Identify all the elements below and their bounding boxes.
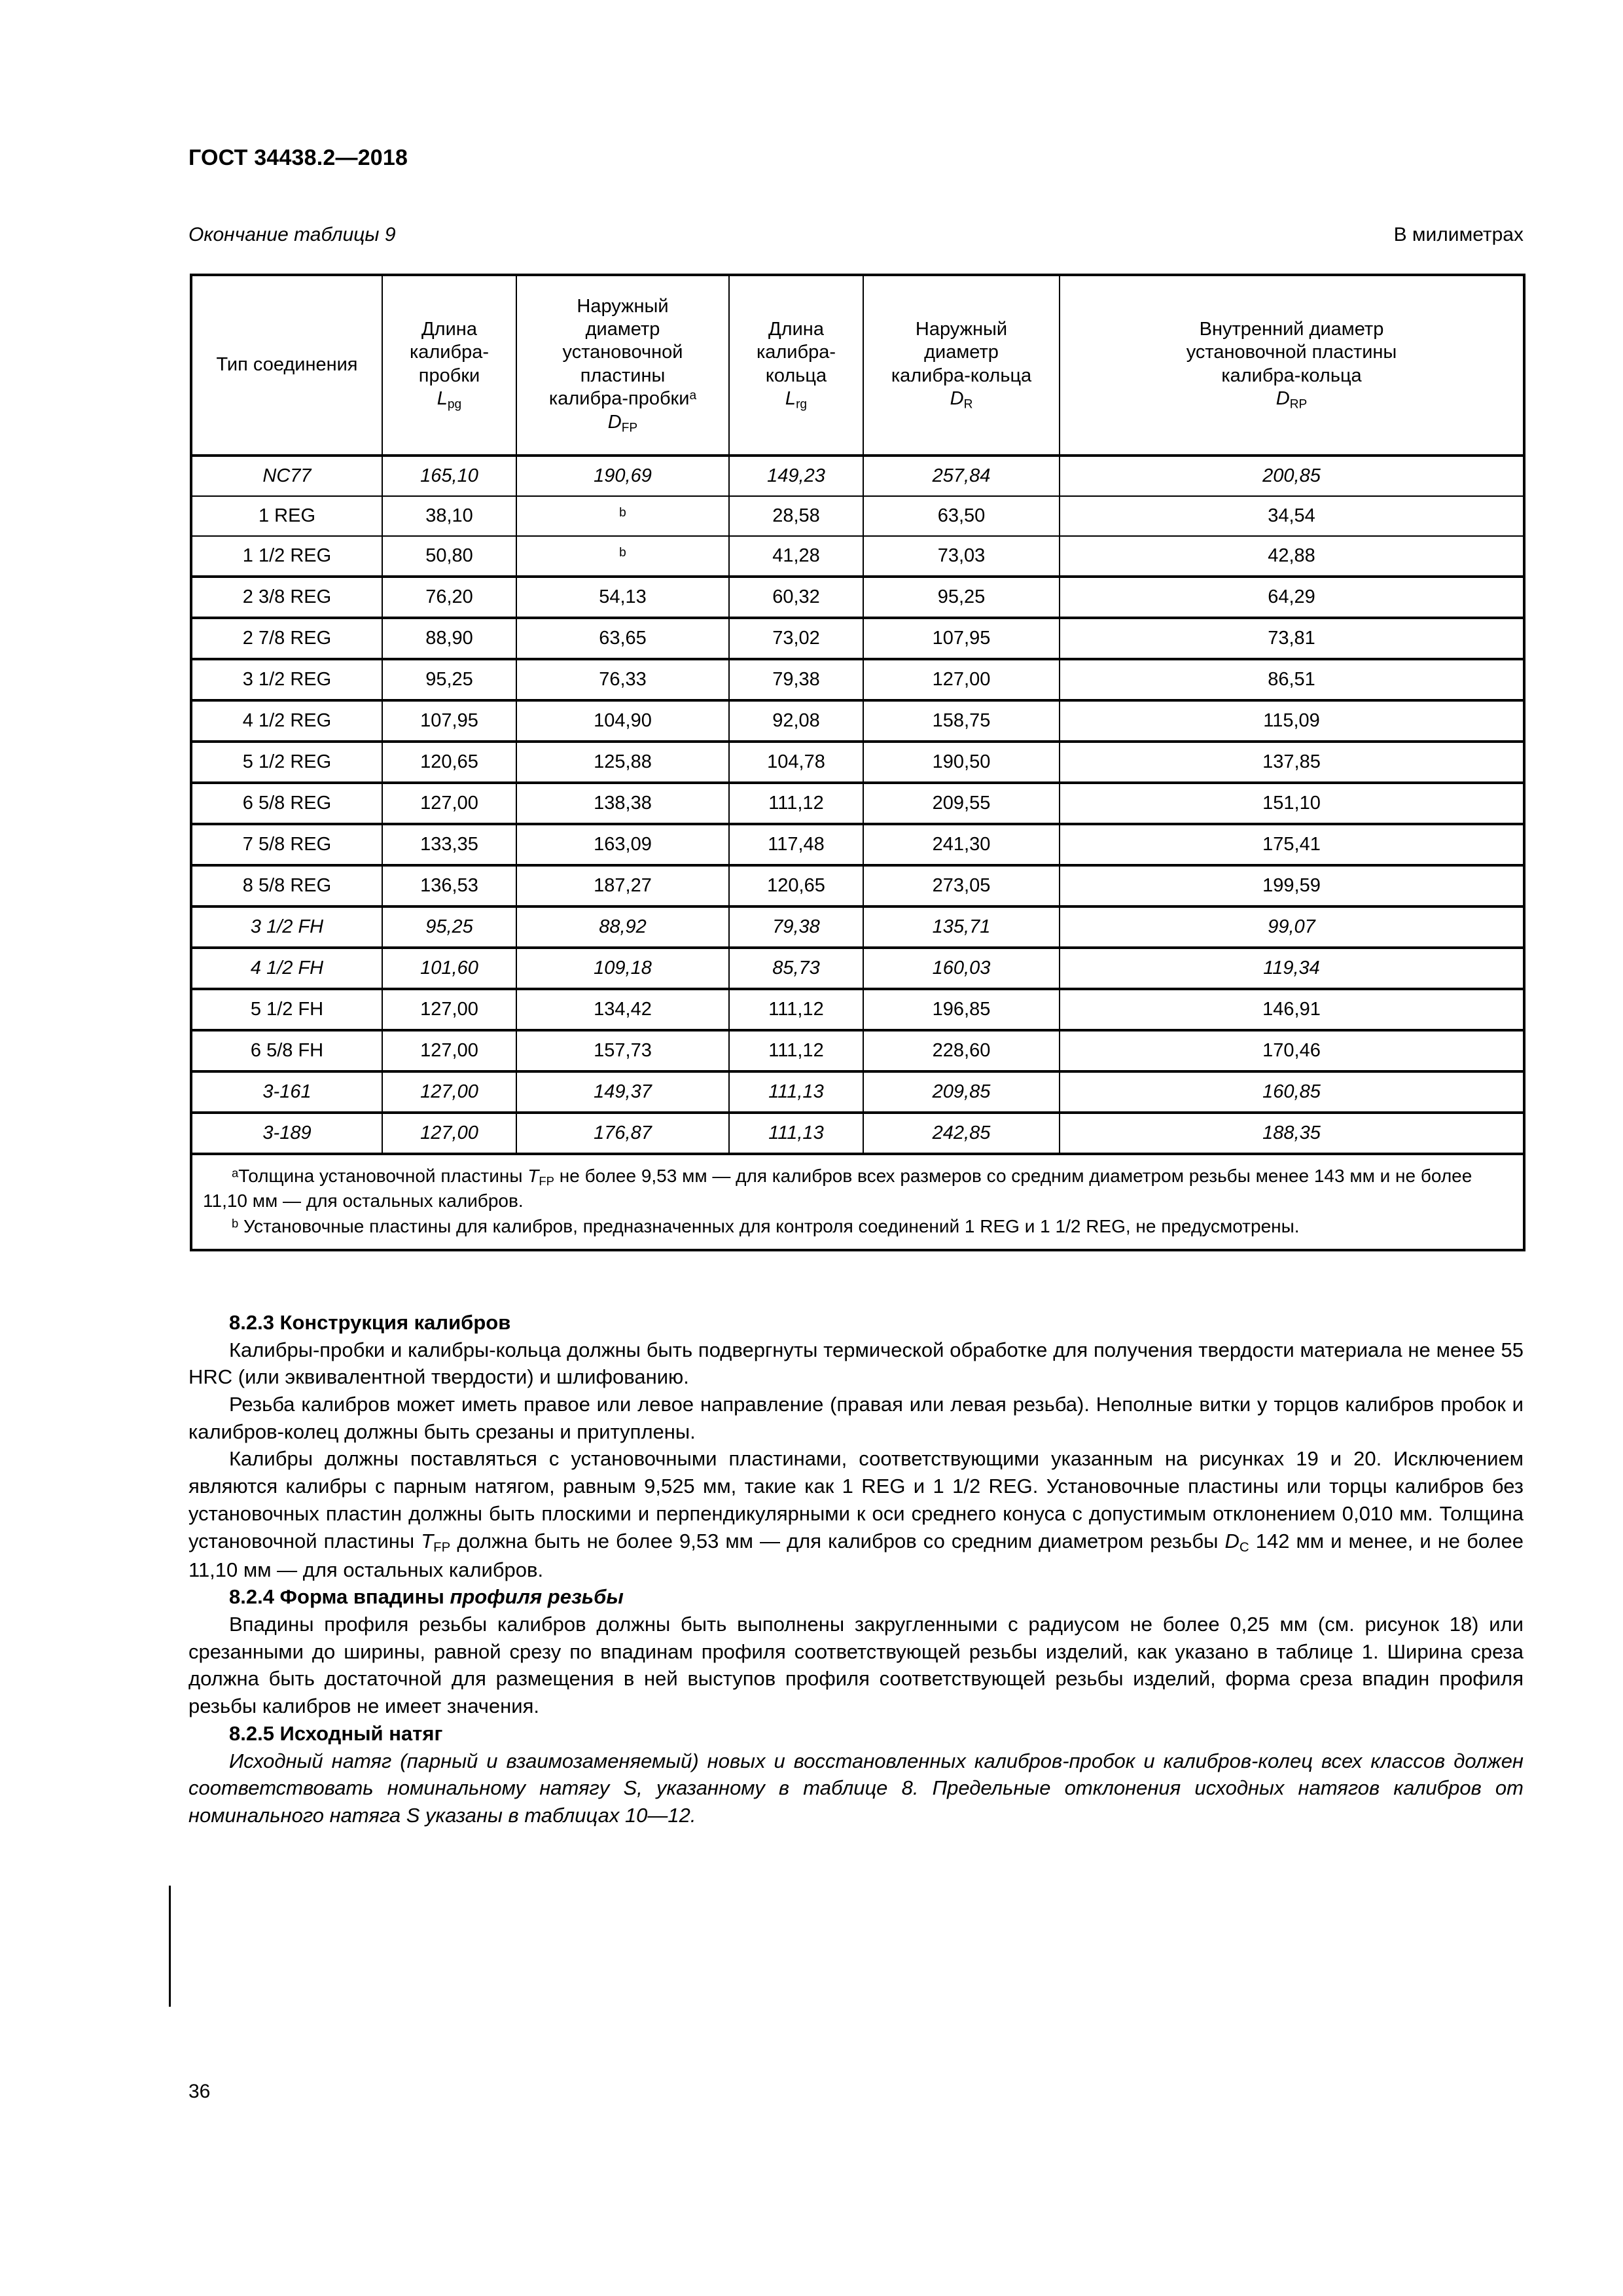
- cell-connection-type: NC77: [191, 456, 382, 496]
- cell-value: 136,53: [382, 865, 516, 906]
- table-caption-row: [188, 224, 1524, 246]
- cell-value: 28,58: [729, 496, 863, 536]
- cell-value: 95,25: [863, 577, 1060, 618]
- table-row: [191, 496, 1524, 536]
- header-symbol: D: [607, 411, 622, 433]
- header-line: Наружный: [577, 295, 669, 317]
- cell-connection-type: 6 5/8 FH: [191, 1030, 382, 1071]
- cell-value: 163,09: [516, 824, 729, 865]
- cell-value: 160,03: [863, 948, 1060, 989]
- cell-connection-type: 1 REG: [191, 496, 382, 536]
- heading-8-2-5: 8.2.5 Исходный натяг: [229, 1721, 443, 1745]
- cell-value: 99,07: [1060, 906, 1524, 948]
- cell-value: 104,90: [516, 700, 729, 742]
- cell-value: 273,05: [863, 865, 1060, 906]
- cell-value: 34,54: [1060, 496, 1524, 536]
- table-row: [191, 1030, 1524, 1071]
- table-row: [191, 1113, 1524, 1154]
- table-header-row: [191, 275, 1524, 456]
- cell-value: 86,51: [1060, 659, 1524, 700]
- cell-value: 41,28: [729, 536, 863, 577]
- header-line: диаметр: [585, 319, 660, 340]
- table-footnotes-row: [191, 1154, 1524, 1250]
- cell-value: 127,00: [382, 1071, 516, 1113]
- cell-value: 228,60: [863, 1030, 1060, 1071]
- cell-connection-type: 2 7/8 REG: [191, 618, 382, 659]
- cell-value: 101,60: [382, 948, 516, 989]
- cell-connection-type: 5 1/2 FH: [191, 989, 382, 1030]
- header-line: пластины: [580, 365, 666, 386]
- symbol-D: D: [1224, 1529, 1240, 1552]
- cell-value: 88,92: [516, 906, 729, 948]
- cell-connection-type: 4 1/2 REG: [191, 700, 382, 742]
- cell-value: 76,33: [516, 659, 729, 700]
- cell-value: 63,50: [863, 496, 1060, 536]
- paragraph-setting-plates: [188, 1445, 1524, 1583]
- cell-value: 111,12: [729, 1030, 863, 1071]
- cell-value: 88,90: [382, 618, 516, 659]
- column-header-ring-gauge-outer-diameter: [863, 275, 1060, 456]
- cell-value: 146,91: [1060, 989, 1524, 1030]
- heading-8-2-4-plain: 8.2.4 Форма впадины: [229, 1585, 450, 1609]
- header-symbol-subscript: rg: [796, 397, 808, 412]
- cell-value: 165,10: [382, 456, 516, 496]
- cell-value: 188,35: [1060, 1113, 1524, 1154]
- cell-value: 127,00: [382, 989, 516, 1030]
- header-symbol-subscript: FP: [621, 420, 638, 435]
- cell-value: 111,13: [729, 1071, 863, 1113]
- cell-value: 73,81: [1060, 618, 1524, 659]
- cell-value: 160,85: [1060, 1071, 1524, 1113]
- cell-value: 63,65: [516, 618, 729, 659]
- table-row: [191, 989, 1524, 1030]
- cell-value: 120,65: [382, 742, 516, 783]
- header-line: Длина: [421, 319, 477, 340]
- column-header-ring-gauge-length: [729, 275, 863, 456]
- paragraph-heat-treatment: Калибры-пробки и калибры-кольца должны быть подвергнуты термической обработке для получения твердости материала не менее 55 HRC (или эквивалентной твердости) и шлифованию.: [188, 1338, 1524, 1389]
- cell-value: 137,85: [1060, 742, 1524, 783]
- header-symbol: L: [785, 388, 796, 410]
- cell-value: 196,85: [863, 989, 1060, 1030]
- cell-value: 125,88: [516, 742, 729, 783]
- footnote-a-text-part2: не более 9,53 мм — для калибров всех размеров со средним диаметром резьбы менее 143 мм и не более 11,10 мм — для остальных калибров.: [203, 1166, 1472, 1211]
- cell-value: 95,25: [382, 906, 516, 948]
- cell-connection-type: 3 1/2 FH: [191, 906, 382, 948]
- table-row: [191, 577, 1524, 618]
- cell-value: 176,87: [516, 1113, 729, 1154]
- paragraph-setting-plates-part1: Калибры должны поставляться с установочными пластинами, соответствующими указанным на рисунках 19 и 20. Исключением являются калибры с парным натягом, равным 9,525 мм, такие как 1 REG и 1 1/2 REG. Установочные пластины или торцы калибров без установочных пластин должны быть плоскими и перпендикулярными к оси среднего конуса с допустимым отклонением 0,010 мм. Толщина установочной пластины: [188, 1447, 1524, 1552]
- table-row: [191, 618, 1524, 659]
- cell-value: 85,73: [729, 948, 863, 989]
- header-line: установочной пластины: [1186, 342, 1397, 363]
- cell-value: [516, 496, 729, 536]
- gauge-dimensions-table-wrapper: [190, 274, 1523, 1251]
- cell-value: 127,00: [382, 1030, 516, 1071]
- cell-value: 134,42: [516, 989, 729, 1030]
- cell-value: 158,75: [863, 700, 1060, 742]
- table-row: [191, 456, 1524, 496]
- header-symbol-subscript: R: [963, 397, 973, 412]
- table-row: [191, 948, 1524, 989]
- cell-connection-type: 1 1/2 REG: [191, 536, 382, 577]
- cell-value: 209,85: [863, 1071, 1060, 1113]
- cell-value: 127,00: [863, 659, 1060, 700]
- header-line: калибра-: [409, 342, 490, 363]
- cell-value: 149,23: [729, 456, 863, 496]
- footnote-b-marker: b: [232, 1215, 239, 1230]
- footnote-a-symbol-subscript: FP: [539, 1174, 554, 1189]
- cell-value: 117,48: [729, 824, 863, 865]
- cell-value: 73,03: [863, 536, 1060, 577]
- table-row: [191, 742, 1524, 783]
- cell-connection-type: 3-161: [191, 1071, 382, 1113]
- cell-value: 209,55: [863, 783, 1060, 824]
- cell-value: 60,32: [729, 577, 863, 618]
- footnote-marker-a: a: [689, 389, 697, 403]
- footnote-b-text: Установочные пластины для калибров, предназначенных для контроля соединений 1 REG и 1 1/2 REG, не предусмотрены.: [238, 1215, 1300, 1236]
- table-row: [191, 865, 1524, 906]
- paragraph-initial-standoff: Исходный натяг (парный и взаимозаменяемый) новых и восстановленных калибров-пробок и калибров-колец всех классов должен соответствовать номинальному натягу S, указанному в таблице 8. Предельные отклонения исходных натягов калибров от номинального натяга S указаны в таблицах 10—12.: [188, 1749, 1524, 1827]
- column-header-plug-gauge-plate-outer-diameter: [516, 275, 729, 456]
- cell-value: 79,38: [729, 906, 863, 948]
- cell-connection-type: 7 5/8 REG: [191, 824, 382, 865]
- table-header: [191, 275, 1524, 456]
- paragraph-setting-plates-part2: должна быть не более 9,53 мм — для калибров со средним диаметром резьбы: [450, 1529, 1225, 1552]
- cell-value: 107,95: [863, 618, 1060, 659]
- table-row: [191, 906, 1524, 948]
- symbol-T-subscript: FP: [433, 1539, 451, 1555]
- heading-8-2-4: [188, 1583, 1524, 1611]
- cell-value: 200,85: [1060, 456, 1524, 496]
- cell-connection-type: 3-189: [191, 1113, 382, 1154]
- cell-value: 104,78: [729, 742, 863, 783]
- cell-value: 175,41: [1060, 824, 1524, 865]
- paragraph-root-shape: Впадины профиля резьбы калибров должны быть выполнены закругленными с радиусом не более 0,25 мм (см. рисунок 18) или срезанными до ширины, равной срезу по впадинам профиля соответствующей резьбы изделий, как указано в таблице 1. Ширина среза должна быть достаточной для размещения в ней выступов профиля соответствующей резьбы изделий, форма среза впадин профиля резьбы калибров не имеет значения.: [188, 1613, 1524, 1718]
- paragraph-setting-plates-part3: 142 мм и менее, и не более 11,10 мм — для остальных калибров.: [188, 1529, 1524, 1581]
- cell-value: 111,13: [729, 1113, 863, 1154]
- footnote-a-text-part1: Толщина установочной пластины: [238, 1166, 528, 1186]
- symbol-D-subscript: C: [1239, 1539, 1249, 1555]
- table-row: [191, 659, 1524, 700]
- cell-value: 73,02: [729, 618, 863, 659]
- cell-value: 111,12: [729, 989, 863, 1030]
- cell-value: [516, 536, 729, 577]
- cell-value: 127,00: [382, 1113, 516, 1154]
- header-line: калибра-пробки: [548, 388, 690, 410]
- header-line: Длина: [768, 319, 824, 340]
- cell-connection-type: 3 1/2 REG: [191, 659, 382, 700]
- cell-connection-type: 4 1/2 FH: [191, 948, 382, 989]
- header-line: калибра-кольца: [1221, 365, 1362, 386]
- table-row: [191, 1071, 1524, 1113]
- header-line: установочной: [562, 342, 683, 363]
- footnotes-cell: [191, 1154, 1524, 1250]
- cell-value: 54,13: [516, 577, 729, 618]
- column-header-ring-gauge-plate-inner-diameter: [1060, 275, 1524, 456]
- standard-number: ГОСТ 34438.2—2018: [188, 145, 408, 170]
- cell-value: 138,38: [516, 783, 729, 824]
- table-row: [191, 536, 1524, 577]
- table-row: [191, 783, 1524, 824]
- table-row: [191, 700, 1524, 742]
- table-footnotes: [191, 1154, 1524, 1250]
- footnote-a: [203, 1164, 1512, 1213]
- cell-value: 135,71: [863, 906, 1060, 948]
- header-line: диаметр: [924, 342, 999, 363]
- header-symbol: D: [950, 388, 964, 410]
- header-line: калибра-: [756, 342, 836, 363]
- cell-value: 38,10: [382, 496, 516, 536]
- units-note: В милиметрах: [1393, 224, 1524, 245]
- cell-value: 257,84: [863, 456, 1060, 496]
- footnote-marker-b: b: [619, 545, 626, 560]
- table-body: [191, 456, 1524, 1154]
- footnote-a-marker: a: [232, 1166, 239, 1180]
- cell-value: 149,37: [516, 1071, 729, 1113]
- header-line: калибра-кольца: [891, 365, 1032, 386]
- symbol-T: T: [421, 1529, 434, 1552]
- header-symbol-subscript: pg: [447, 397, 462, 412]
- column-header-plug-gauge-length: [382, 275, 516, 456]
- cell-value: 111,12: [729, 783, 863, 824]
- header-line: кольца: [765, 365, 827, 386]
- header-line: Тип соединения: [216, 354, 358, 376]
- table-row: [191, 824, 1524, 865]
- cell-value: 241,30: [863, 824, 1060, 865]
- cell-value: 115,09: [1060, 700, 1524, 742]
- heading-8-2-4-italic: профиля резьбы: [450, 1585, 624, 1609]
- cell-value: 109,18: [516, 948, 729, 989]
- gauge-dimensions-table: [190, 274, 1525, 1251]
- column-header-connection-type: [191, 275, 382, 456]
- cell-value: 127,00: [382, 783, 516, 824]
- paragraph-thread-direction: Резьба калибров может иметь правое или левое направление (правая или левая резьба). Неполные витки у торцов калибров пробок и калибров-колец должны быть срезаны и притуплены.: [188, 1393, 1524, 1443]
- cell-value: 190,69: [516, 456, 729, 496]
- cell-value: 170,46: [1060, 1030, 1524, 1071]
- header-line: пробки: [418, 365, 480, 386]
- cell-connection-type: 6 5/8 REG: [191, 783, 382, 824]
- header-symbol: L: [437, 388, 448, 410]
- header-symbol-subscript: RP: [1289, 397, 1308, 412]
- cell-value: 242,85: [863, 1113, 1060, 1154]
- footnote-b: [203, 1215, 1512, 1238]
- cell-connection-type: 8 5/8 REG: [191, 865, 382, 906]
- cell-value: 76,20: [382, 577, 516, 618]
- cell-connection-type: 5 1/2 REG: [191, 742, 382, 783]
- revision-change-bar: [169, 1886, 171, 2007]
- cell-connection-type: 2 3/8 REG: [191, 577, 382, 618]
- header-line: Внутренний диаметр: [1199, 319, 1384, 340]
- header-line: Наружный: [915, 319, 1008, 340]
- cell-value: 42,88: [1060, 536, 1524, 577]
- cell-value: 64,29: [1060, 577, 1524, 618]
- heading-8-2-3: 8.2.3 Конструкция калибров: [229, 1311, 511, 1334]
- cell-value: 157,73: [516, 1030, 729, 1071]
- header-symbol: D: [1275, 388, 1290, 410]
- cell-value: 190,50: [863, 742, 1060, 783]
- body-text: [188, 1309, 1524, 1829]
- cell-value: 187,27: [516, 865, 729, 906]
- cell-value: 120,65: [729, 865, 863, 906]
- cell-value: 95,25: [382, 659, 516, 700]
- footnote-a-symbol: T: [527, 1166, 539, 1186]
- table-continuation-caption: Окончание таблицы 9: [188, 224, 396, 245]
- cell-value: 151,10: [1060, 783, 1524, 824]
- cell-value: 92,08: [729, 700, 863, 742]
- cell-value: 119,34: [1060, 948, 1524, 989]
- cell-value: 79,38: [729, 659, 863, 700]
- cell-value: 133,35: [382, 824, 516, 865]
- cell-value: 50,80: [382, 536, 516, 577]
- footnote-marker-b: b: [619, 505, 626, 520]
- cell-value: 107,95: [382, 700, 516, 742]
- page-number: 36: [188, 2081, 211, 2102]
- cell-value: 199,59: [1060, 865, 1524, 906]
